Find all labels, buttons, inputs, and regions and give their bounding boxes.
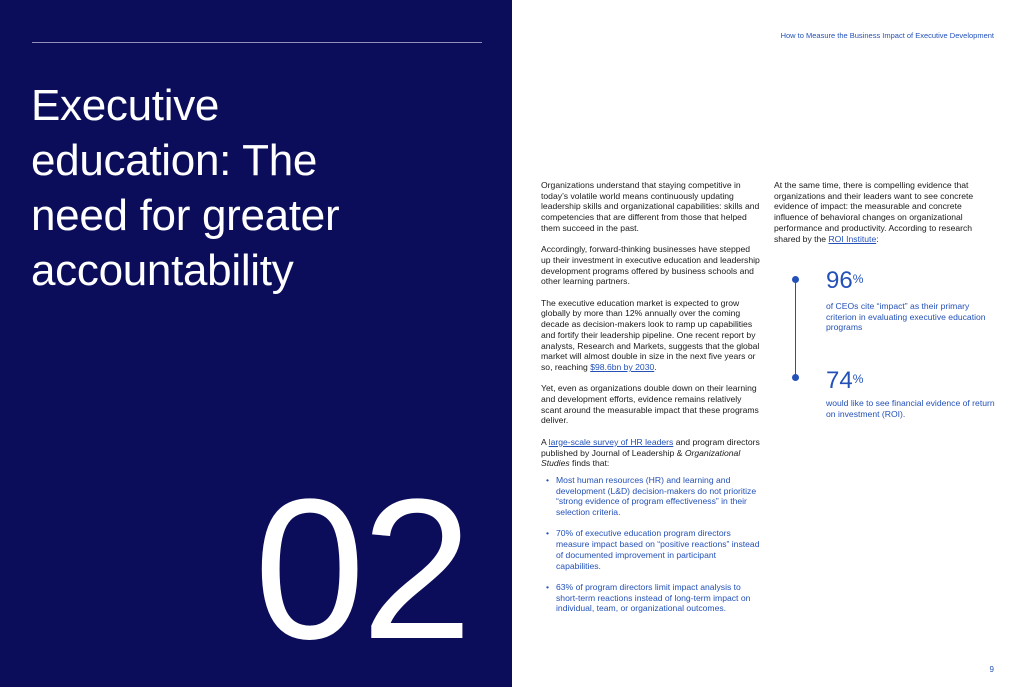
list-item-text: 70% of executive education program directors measure impact based on “positive reactions” instead of documented improvement in participant capabilities.	[556, 528, 760, 571]
stat-marker-icon	[792, 276, 799, 283]
hr-survey-link[interactable]: large-scale survey of HR leaders	[548, 436, 674, 447]
paragraph-text: The executive education market is expected to grow globally by more than 12% annually over the coming decade as decision-makers look to ramp up capabilities and fortify their leadership pipeline. One recent report by analysts, Research and Markets, suggests that the global market will almost double in size in the next five years or so, reaching	[541, 297, 760, 372]
stat-number: 74	[826, 367, 853, 394]
roi-institute-link[interactable]: ROI Institute	[828, 233, 877, 244]
stat-description: of CEOs cite “impact” as their primary criterion in evaluating executive education programs	[826, 301, 986, 333]
list-item-text: 63% of program directors limit impact analysis to short-term reactions instead of long-term impact on individual, team, or organizational outcomes.	[556, 581, 751, 614]
paragraph-text: finds that:	[569, 458, 610, 469]
list-item	[541, 475, 761, 518]
stat-unit: %	[852, 272, 864, 286]
page-number: 9	[989, 665, 994, 674]
paragraph: Yet, even as organizations double down on their learning and development efforts, evidence remains relatively scant around the measurable impact that these programs deliver.	[541, 383, 759, 426]
journal-name: Organizational Studies	[541, 447, 741, 469]
section-title-line: education: The	[31, 136, 318, 185]
findings-list	[541, 475, 761, 614]
stat-marker-icon	[792, 374, 799, 381]
stat-unit: %	[852, 372, 864, 386]
paragraph: Accordingly, forward-thinking businesses have stepped up their investment in executive education and leadership development programs offered by business schools and other learning partners.	[541, 244, 760, 287]
stat-number: 96	[826, 267, 853, 294]
stats-callout	[774, 268, 996, 428]
paragraph-text: A	[541, 436, 549, 447]
paragraph-text: and program directors published by Journal of Leadership &	[541, 436, 760, 458]
paragraph-text: .	[654, 361, 657, 372]
paragraph-text: :	[876, 233, 879, 244]
paragraph	[774, 180, 996, 244]
paragraph	[541, 437, 761, 469]
paragraph: Organizations understand that staying competitive in today’s volatile world means continuously updating leadership skills and organizational capabilities: skills and competencies that are different from those that helped them succeed in the past.	[541, 180, 760, 233]
body-column-right	[774, 180, 996, 255]
paragraph	[541, 298, 761, 373]
section-title	[31, 78, 481, 298]
content-page	[512, 0, 1024, 687]
list-item	[541, 528, 761, 571]
divider	[32, 42, 482, 43]
section-title-line: Executive	[31, 81, 220, 130]
running-header: How to Measure the Business Impact of Executive Development	[780, 31, 994, 40]
stat-value	[826, 368, 863, 394]
section-number: 02	[254, 458, 469, 681]
stat-description: would like to see financial evidence of return on investment (ROI).	[826, 398, 995, 419]
body-column-left	[541, 180, 761, 625]
paragraph-text: At the same time, there is compelling evidence that organizations and their leaders want to see concrete evidence of impact: the measurable and concrete influence of behavioral changes on organizational performance and productivity. According to research shared by the	[774, 180, 974, 244]
bullet-dot-icon: •	[546, 474, 550, 485]
section-title-line: accountability	[31, 246, 294, 295]
bullet-dot-icon: •	[546, 528, 550, 539]
list-item-text: Most human resources (HR) and learning and development (L&D) decision-makers do not prioritize “strong evidence of program effectiveness” in their selection criteria.	[556, 474, 757, 518]
section-title-line: need for greater	[31, 191, 340, 240]
timeline-line	[795, 280, 796, 376]
stat-value	[826, 268, 863, 294]
bullet-dot-icon: •	[546, 581, 550, 592]
market-report-link[interactable]: $98.6bn by 2030	[590, 361, 655, 372]
list-item	[541, 582, 761, 614]
